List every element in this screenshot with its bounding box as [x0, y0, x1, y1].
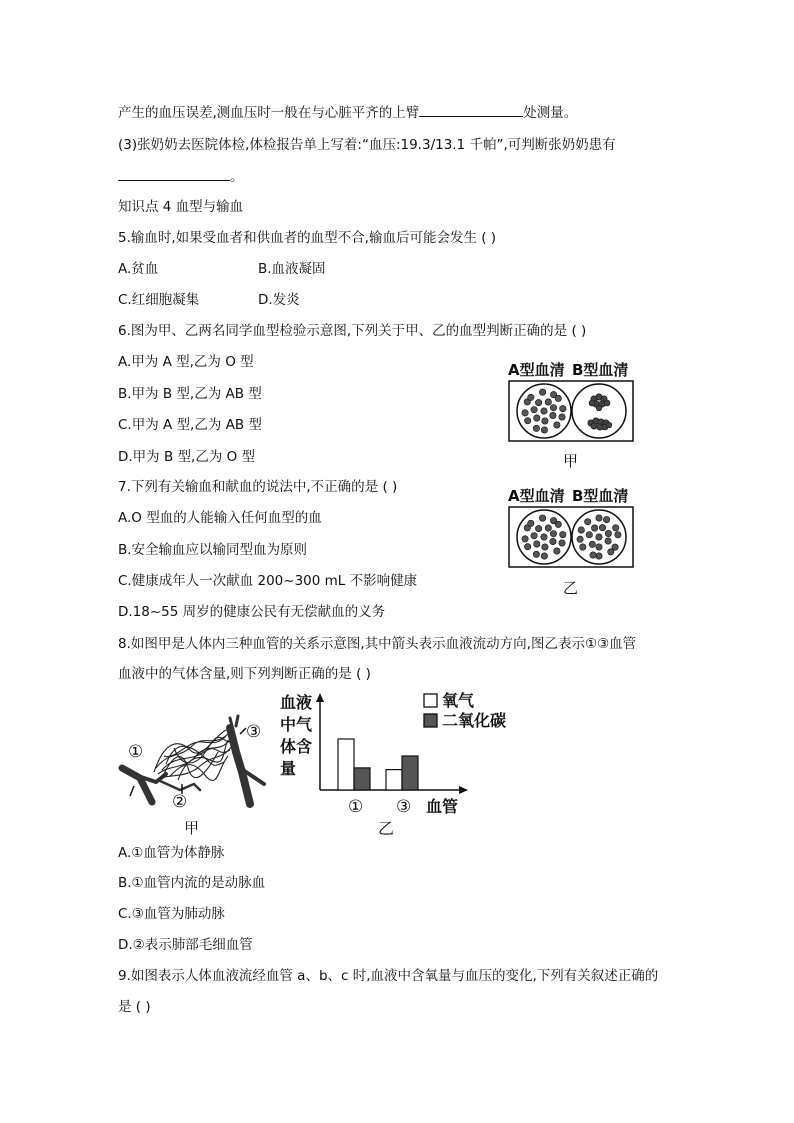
q8-option-c: C.③血管为肺动脉: [118, 906, 225, 922]
question-5: 5.输血时,如果受血者和供血者的血型不合,输血后可能会发生 ( ): [118, 230, 497, 246]
question-9-line-2: 是 ( ): [118, 999, 151, 1015]
blood-cell-yi-a-15: [539, 515, 545, 521]
ylabel-line-1: 血液: [280, 693, 313, 712]
question-6: 6.图为甲、乙两名同学血型检验示意图,下列关于甲、乙的血型判断正确的是 ( ): [118, 323, 587, 339]
blood-cell-jia-a-15: [539, 389, 545, 395]
blood-cell-jia-a-19: [559, 414, 565, 420]
blood-cell-yi-a-12: [522, 536, 528, 542]
section-heading-4: 知识点 4 血型与输血: [118, 199, 244, 215]
x-axis-title: 血管: [426, 797, 459, 816]
serum-b-label-yi: B型血清: [572, 487, 629, 505]
line-2: (3)张奶奶去医院体检,体检报告单上写着:“血压:19.3/13.1 千帕”,可判断张奶奶患有: [118, 137, 616, 153]
blood-cell-yi-a-19: [559, 540, 565, 546]
question-9-line-1: 9.如图表示人体血液流经血管 a、b、c 时,血液中含氧量与血压的变化,下列有关叙述正确的: [118, 968, 659, 984]
slide-circle-jia-b: [572, 384, 626, 438]
blood-cell-yi-b-14: [585, 519, 591, 525]
blood-cell-yi-a-7: [550, 531, 556, 537]
blood-cell-yi-a-14: [528, 520, 534, 526]
y-axis-arrow: [316, 693, 324, 702]
q7-option-a: A.O 型血的人能输入任何血型的血: [118, 510, 322, 526]
blood-cell-yi-b-3: [589, 541, 595, 547]
q5-option-c: C.红细胞凝集: [118, 292, 200, 308]
q5-option-d: D.发炎: [258, 292, 300, 308]
blood-cell-yi-a-5: [535, 525, 541, 531]
blood-cell-yi-a-0: [541, 534, 547, 540]
blood-cell-jia-a-10: [533, 425, 539, 431]
q6-option-c: C.甲为 A 型,乙为 AB 型: [118, 417, 262, 433]
slide-circle-jia-a: [517, 384, 571, 438]
ylabel-line-2: 中气: [280, 715, 313, 734]
blood-cell-yi-b-10: [590, 552, 596, 558]
line-3: [118, 166, 244, 187]
serum-a-label-jia: A型血清: [508, 361, 565, 379]
blood-cell-jia-a-14: [528, 394, 534, 400]
blood-cell-jia-a-0: [541, 408, 547, 414]
blood-cell-jia-a-11: [525, 418, 531, 424]
blood-cell-jia-a-6: [545, 399, 551, 405]
blood-cell-yi-b-1: [605, 538, 611, 544]
blood-cell-yi-a-9: [541, 553, 547, 559]
blood-cell-jia-a-12: [522, 410, 528, 416]
blood-cell-yi-a-4: [531, 533, 537, 539]
blood-cell-jia-a-3: [534, 415, 540, 421]
blood-cell-jia-a-7: [550, 405, 556, 411]
blood-cell-jia-a-17: [555, 395, 561, 401]
blood-cell-yi-b-7: [605, 530, 611, 536]
question-8-line-2: 血液中的气体含量,则下列判断正确的是 ( ): [118, 666, 371, 682]
blood-cell-jia-a-1: [550, 412, 556, 418]
blood-cell-jia-a-18: [560, 405, 566, 411]
blood-cell-yi-b-18: [615, 532, 621, 538]
blood-test-panel-jia: [508, 380, 634, 442]
blood-cell-yi-a-11: [525, 544, 531, 550]
blood-cell-yi-b-16: [603, 516, 609, 522]
serum-b-label-jia: B型血清: [572, 361, 629, 379]
bar-co2-vessel-1: [354, 768, 370, 790]
question-7: 7.下列有关输血和献血的说法中,不正确的是 ( ): [118, 479, 398, 495]
blood-cell-jia-a-4: [531, 407, 537, 413]
blood-cell-yi-b-0: [596, 534, 602, 540]
y-axis-title: [280, 693, 313, 778]
blood-cell-yi-b-5: [591, 525, 597, 531]
vessel-marker-3: ③: [246, 722, 262, 742]
slide-circle-yi-a: [517, 510, 571, 564]
vessel-marker-1: ①: [128, 742, 144, 762]
q7-option-b: B.安全输血应以输同型血为原则: [118, 542, 308, 558]
blood-cell-yi-b-15: [596, 515, 602, 521]
legend-swatch-co2: [424, 714, 437, 727]
vessel-figure-label: 甲: [184, 819, 200, 837]
q7-option-d: D.18~55 周岁的健康公民有无偿献血的义务: [118, 604, 386, 620]
answer-blank-1[interactable]: [419, 102, 523, 117]
line-3-tail: 。: [230, 169, 244, 185]
blood-cell-yi-b-2: [596, 544, 602, 550]
blood-cell-yi-b-4: [586, 532, 592, 538]
question-8-line-1: 8.如图甲是人体内三种血管的关系示意图,其中箭头表示血液流动方向,图乙表示①③血管: [118, 636, 637, 652]
line-1: [118, 102, 577, 123]
slide-circle-yi-b: [572, 510, 626, 564]
blood-cell-yi-a-17: [555, 521, 561, 527]
bar-oxygen-vessel-1: [338, 739, 354, 790]
bar-oxygen-vessel-3: [386, 770, 402, 790]
blood-cell-yi-a-8: [554, 548, 560, 554]
q6-option-a: A.甲为 A 型,乙为 O 型: [118, 354, 254, 370]
figure-label-yi: 乙: [563, 579, 579, 597]
blood-cell-yi-b-11: [580, 544, 586, 550]
gas-content-chart: [276, 690, 526, 840]
ylabel-line-4: 量: [280, 759, 297, 778]
q5-option-a: A.贫血: [118, 261, 159, 277]
line-1-tail: 处测量。: [523, 105, 578, 121]
answer-blank-2[interactable]: [118, 166, 230, 181]
blood-cell-yi-a-10: [533, 551, 539, 557]
q5-option-b: B.血液凝固: [258, 261, 326, 277]
vessel-marker-2: ②: [172, 792, 188, 812]
serum-a-label-yi: A型血清: [508, 487, 565, 505]
blood-cell-yi-a-1: [550, 538, 556, 544]
q7-option-c: C.健康成年人一次献血 200~300 mL 不影响健康: [118, 573, 418, 589]
x-axis-arrow: [459, 786, 468, 794]
blood-cell-yi-a-6: [545, 525, 551, 531]
figure-label-jia: 甲: [563, 452, 579, 470]
q8-option-d: D.②表示肺部毛细血管: [118, 937, 253, 953]
q8-option-b: B.①血管内流的是动脉血: [118, 875, 266, 891]
q8-option-a: A.①血管为体静脉: [118, 845, 225, 861]
blood-cell-yi-b-9: [596, 553, 602, 559]
legend: [424, 691, 506, 730]
blood-cell-yi-b-19: [612, 544, 618, 550]
blood-cell-yi-b-6: [599, 524, 605, 530]
blood-test-panel-yi: [508, 506, 634, 568]
blood-cell-yi-b-13: [578, 527, 584, 533]
blood-cell-jia-a-9: [541, 427, 547, 433]
bar-co2-vessel-3: [402, 756, 418, 790]
q6-option-b: B.甲为 B 型,乙为 AB 型: [118, 386, 262, 402]
x-tick-vessel-1: ①: [348, 797, 364, 817]
vessel-1-artery: [122, 768, 152, 802]
legend-label-oxygen: 氧气: [442, 691, 475, 710]
ylabel-line-3: 体含: [280, 737, 313, 756]
blood-cell-jia-a-8: [554, 422, 560, 428]
blood-cell-yi-a-18: [560, 531, 566, 537]
blood-cell-yi-b-12: [577, 536, 583, 542]
line-1-text: 产生的血压误差,测血压时一般在与心脏平齐的上臂: [118, 105, 420, 121]
blood-cell-yi-a-3: [534, 541, 540, 547]
blood-cell-yi-a-2: [542, 544, 548, 550]
chart-figure-label: 乙: [378, 819, 395, 838]
legend-label-co2: 二氧化碳: [442, 711, 507, 730]
blood-cell-yi-b-17: [613, 525, 619, 531]
blood-cell-jia-a-2: [542, 418, 548, 424]
q6-option-d: D.甲为 B 型,乙为 O 型: [118, 449, 256, 465]
x-tick-vessel-3: ③: [396, 797, 412, 817]
legend-swatch-oxygen: [424, 694, 437, 707]
blood-cell-jia-a-5: [535, 399, 541, 405]
